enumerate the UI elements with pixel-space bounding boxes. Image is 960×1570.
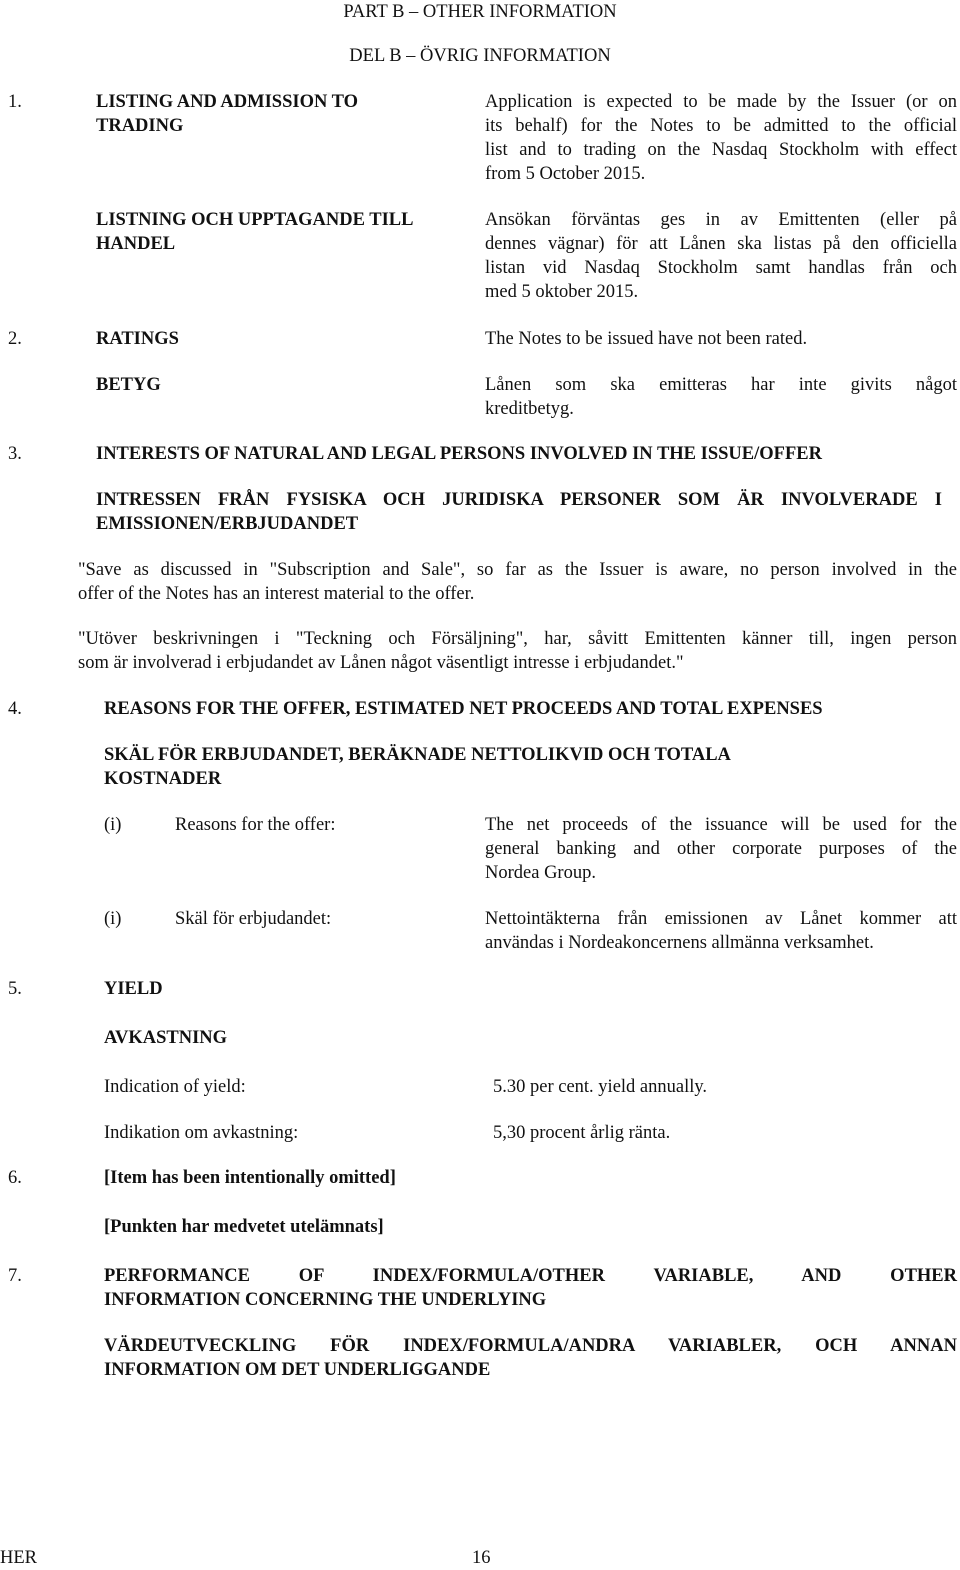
section-4-item-sv-number: (i) [104,909,122,929]
section-1-text-en-line2: its behalf) for the Notes to be admitted to the official [485,116,957,136]
section-1-text-en-line3: list and to trading on the Nasdaq Stockholm with effect [485,140,957,160]
section-4-item-sv-text-line2: användas i Nordeakoncernens allmänna verksamhet. [485,933,874,953]
section-6-number: 6. [8,1168,22,1188]
section-5-heading-sv: AVKASTNING [104,1028,228,1048]
section-5-number: 5. [8,979,22,999]
section-7-heading-en-line2: INFORMATION CONCERNING THE UNDERLYING [104,1290,547,1310]
page-number: 16 [472,1548,491,1568]
section-4-heading-en: REASONS FOR THE OFFER, ESTIMATED NET PROCEEDS AND TOTAL EXPENSES [104,699,823,719]
section-1-number: 1. [8,92,22,112]
section-1-heading-sv-line1: LISTNING OCH UPPTAGANDE TILL [96,210,414,230]
section-1-heading-en-line1: LISTING AND ADMISSION TO [96,92,358,112]
section-2-text-en: The Notes to be issued have not been rated. [485,329,808,349]
section-4-item-en-text-line1: The net proceeds of the issuance will be used for the [485,815,957,835]
section-3-number: 3. [8,444,22,464]
section-2-heading-sv: BETYG [96,375,161,395]
section-3-text-en-line1: "Save as discussed in "Subscription and Sale", so far as the Issuer is aware, no person involved in the [78,560,957,580]
section-4-number: 4. [8,699,22,719]
footer-code: HER [0,1548,37,1568]
section-3-text-sv-line2: som är involverad i erbjudandet av Lånen något väsentligt intresse i erbjudandet." [78,653,684,673]
section-6-heading-sv: [Punkten har medvetet utelämnats] [104,1217,384,1237]
section-2-heading-en: RATINGS [96,329,179,349]
section-1-text-sv-line3: listan vid Nasdaq Stockholm samt handlas från och [485,258,957,278]
section-2-text-sv-line1: Lånen som ska emitteras har inte givits något [485,375,957,395]
section-3-text-en-line2: offer of the Notes has an interest material to the offer. [78,584,475,604]
section-4-item-sv-text-line1: Nettointäkterna från emissionen av Lånet kommer att [485,909,957,929]
section-1-text-en-line4: from 5 October 2015. [485,164,646,184]
section-6-heading-en: [Item has been intentionally omitted] [104,1168,396,1188]
section-4-item-en-number: (i) [104,815,122,835]
section-4-heading-sv-line2: KOSTNADER [104,769,222,789]
section-5-label-sv: Indikation om avkastning: [104,1123,299,1143]
section-4-heading-sv-line1: SKÄL FÖR ERBJUDANDET, BERÄKNADE NETTOLIKVID OCH TOTALA [104,745,731,765]
section-7-heading-sv-line2: INFORMATION OM DET UNDERLIGGANDE [104,1360,491,1380]
section-5-value-en: 5.30 per cent. yield annually. [493,1077,708,1097]
section-3-text-sv-line1: "Utöver beskrivningen i "Teckning och Försäljning", har, såvitt Emittenten känner till, ingen person [78,629,957,649]
section-1-text-sv-line2: dennes vägnar) för att Lånen ska listas på den officiella [485,234,957,254]
section-5-heading-en: YIELD [104,979,163,999]
section-1-text-sv-line4: med 5 oktober 2015. [485,282,639,302]
section-1-heading-sv-line2: HANDEL [96,234,176,254]
section-7-heading-sv-line1: VÄRDEUTVECKLING FÖR INDEX/FORMULA/ANDRA VARIABLER, OCH ANNAN [104,1336,957,1356]
section-1-text-en-line1: Application is expected to be made by the Issuer (or on [485,92,957,112]
page-title-sv: DEL B – ÖVRIG INFORMATION [349,46,611,66]
section-5-label-en: Indication of yield: [104,1077,246,1097]
section-4-item-en-text-line3: Nordea Group. [485,863,596,883]
section-3-heading-sv-line1: INTRESSEN FRÅN FYSISKA OCH JURIDISKA PERSONER SOM ÄR INVOLVERADE I [96,490,942,510]
section-2-number: 2. [8,329,22,349]
section-5-value-sv: 5,30 procent årlig ränta. [493,1123,671,1143]
section-7-heading-en-line1: PERFORMANCE OF INDEX/FORMULA/OTHER VARIABLE, AND OTHER [104,1266,957,1286]
section-4-item-en-label: Reasons for the offer: [175,815,336,835]
section-1-text-sv-line1: Ansökan förväntas ges in av Emittenten (eller på [485,210,957,230]
section-2-text-sv-line2: kreditbetyg. [485,399,574,419]
page-title-en: PART B – OTHER INFORMATION [343,2,617,22]
section-4-item-sv-label: Skäl för erbjudandet: [175,909,332,929]
section-1-heading-en-line2: TRADING [96,116,184,136]
section-3-heading-sv-line2: EMISSIONEN/ERBJUDANDET [96,514,359,534]
section-7-number: 7. [8,1266,22,1286]
section-4-item-en-text-line2: general banking and other corporate purposes of the [485,839,957,859]
section-3-heading-en: INTERESTS OF NATURAL AND LEGAL PERSONS INVOLVED IN THE ISSUE/OFFER [96,444,822,464]
